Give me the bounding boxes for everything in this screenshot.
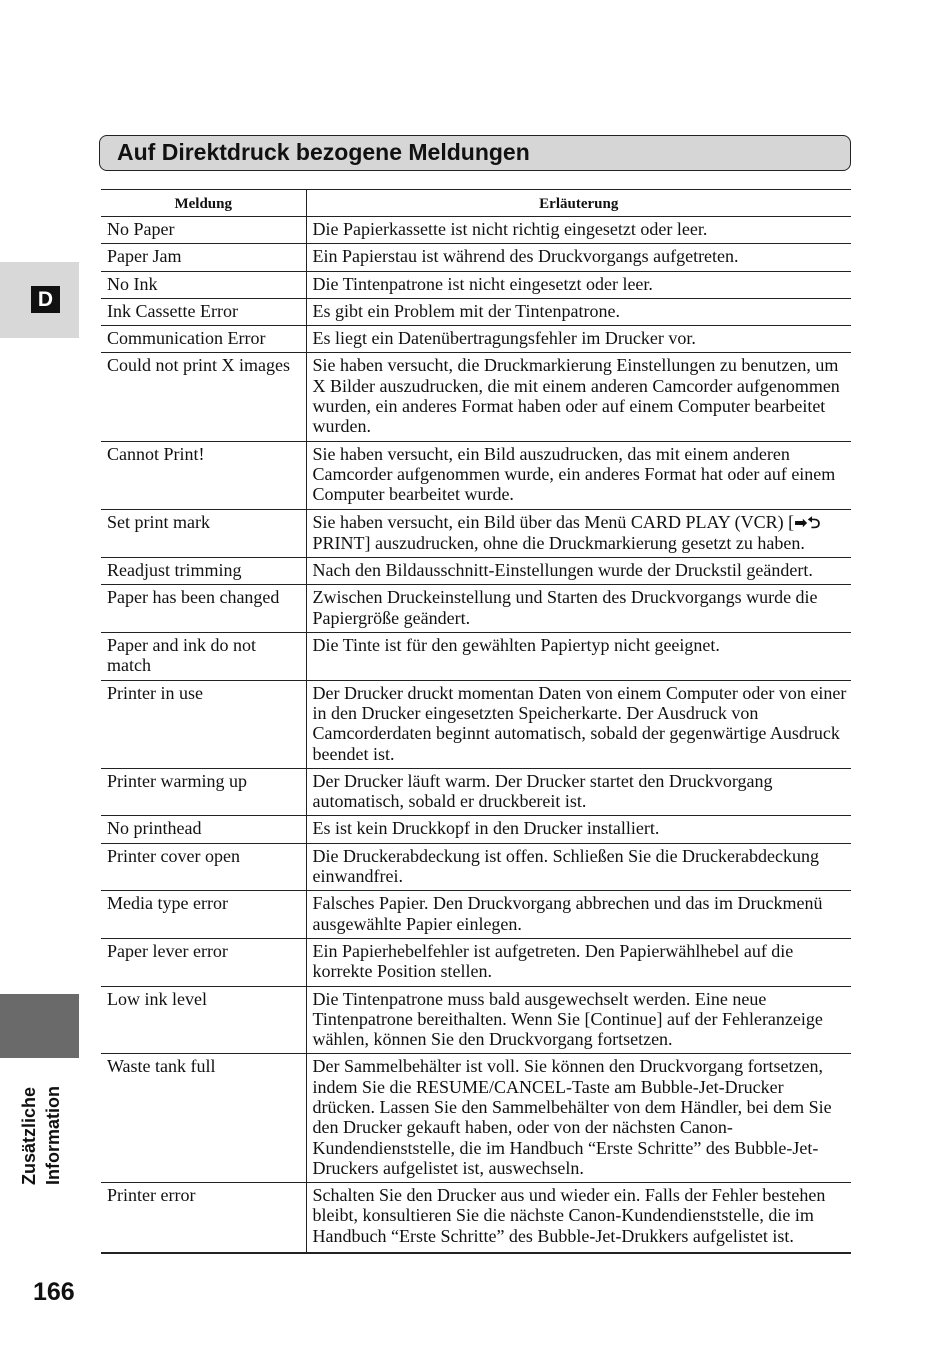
explanation-cell: Schalten Sie den Drucker aus und wieder ein. Falls der Fehler bestehen bleibt, konsultieren Sie die nächste Canon-Kundendienststelle, die im Handbuch “Erste Schritte” des Bubble-Jet-Drukkers aufgelistet ist.	[306, 1183, 851, 1253]
chapter-label-line2: Information	[43, 1086, 63, 1185]
message-cell: Could not print X images	[101, 353, 306, 441]
table-row	[101, 441, 851, 509]
explanation-cell: Die Tintenpatrone muss bald ausgewechselt werden. Eine neue Tintenpatrone bereithalten. Wenn Sie [Continue] auf der Fehleranzeige wählen, können Sie den Druckvorgang fortsetzen.	[306, 986, 851, 1054]
column-header-explanation: Erläuterung	[306, 190, 851, 217]
table-row	[101, 680, 851, 768]
message-cell: No printhead	[101, 816, 306, 843]
explanation-cell: Nach den Bildausschnitt-Einstellungen wurde der Druckstil geändert.	[306, 558, 851, 585]
language-tab-letter: D	[31, 286, 60, 313]
message-cell: Paper has been changed	[101, 585, 306, 633]
message-cell: Printer in use	[101, 680, 306, 768]
table-row	[101, 768, 851, 816]
table-row	[101, 271, 851, 298]
page-number: 166	[33, 1278, 75, 1306]
explanation-cell: Sie haben versucht, ein Bild auszudrucken, das mit einem anderen Camcorder aufgenommen wurde, ein anderes Format hat oder auf einem Computer bearbeitet wurde.	[306, 441, 851, 509]
message-cell: Ink Cassette Error	[101, 298, 306, 325]
explanation-cell: Es liegt ein Datenübertragungsfehler im Drucker vor.	[306, 326, 851, 353]
explanation-cell: Ein Papierhebelfehler ist aufgetreten. Den Papierwählhebel auf die korrekte Position stellen.	[306, 938, 851, 986]
table-row	[101, 633, 851, 681]
table-row	[101, 1054, 851, 1183]
explanation-cell: Die Papierkassette ist nicht richtig eingesetzt oder leer.	[306, 217, 851, 244]
message-cell: Printer error	[101, 1183, 306, 1253]
explanation-cell	[306, 509, 851, 558]
table-row	[101, 558, 851, 585]
table-row	[101, 938, 851, 986]
message-cell: No Paper	[101, 217, 306, 244]
explanation-cell: Es gibt ein Problem mit der Tintenpatrone.	[306, 298, 851, 325]
message-cell: Communication Error	[101, 326, 306, 353]
explanation-cell: Der Sammelbehälter ist voll. Sie können den Druckvorgang fortsetzen, indem Sie die RESUME/CANCEL-Taste am Bubble-Jet-Drucker drücken. Lassen Sie den Sammelbehälter von dem Händler, bei dem Sie den Drucker gekauft haben, oder von der nächsten Canon-Kundendienststelle, die im Handbuch “Erste Schritte” des Bubble-Jet-Druckers aufgelistet ist, auswechseln.	[306, 1054, 851, 1183]
explanation-cell: Ein Papierstau ist während des Druckvorgangs aufgetreten.	[306, 244, 851, 271]
message-cell: Printer warming up	[101, 768, 306, 816]
table-row	[101, 244, 851, 271]
message-cell: Cannot Print!	[101, 441, 306, 509]
table-row	[101, 816, 851, 843]
message-cell: Readjust trimming	[101, 558, 306, 585]
messages-table	[101, 189, 851, 1254]
explanation-cell: Falsches Papier. Den Druckvorgang abbrechen und das im Druckmenü ausgewählte Papier einlegen.	[306, 891, 851, 939]
explanation-cell: Die Tintenpatrone ist nicht eingesetzt oder leer.	[306, 271, 851, 298]
table-row	[101, 1183, 851, 1253]
message-cell: No Ink	[101, 271, 306, 298]
message-cell: Printer cover open	[101, 843, 306, 891]
print-arrow-icon: ➡⮌	[794, 512, 821, 532]
message-cell: Low ink level	[101, 986, 306, 1054]
section-heading-box	[99, 135, 851, 171]
table-row	[101, 217, 851, 244]
message-cell: Waste tank full	[101, 1054, 306, 1183]
message-cell: Set print mark	[101, 509, 306, 558]
section-heading: Auf Direktdruck bezogene Meldungen	[117, 139, 530, 165]
explanation-cell: Der Drucker druckt momentan Daten von einem Computer oder von einer in den Drucker eingesetzten Speicherkarte. Der Ausdruck von Camcorderdaten beginnt automatisch, sobald der gegenwärtige Ausdruck beendet ist.	[306, 680, 851, 768]
chapter-label-line1: Zusätzliche	[19, 1086, 39, 1185]
table-row	[101, 843, 851, 891]
column-header-message: Meldung	[101, 190, 306, 217]
table-row	[101, 509, 851, 558]
explanation-cell: Der Drucker läuft warm. Der Drucker startet den Druckvorgang automatisch, sobald er druckbereit ist.	[306, 768, 851, 816]
chapter-marker	[0, 994, 79, 1058]
explanation-cell: Sie haben versucht, die Druckmarkierung Einstellungen zu benutzen, um X Bilder auszudrucken, die mit einem anderen Camcorder aufgenommen wurden, ein anderes Format haben oder auf einem Computer bearbeitet wurden.	[306, 353, 851, 441]
message-cell: Paper Jam	[101, 244, 306, 271]
explanation-text-after: PRINT] auszudrucken, ohne die Druckmarkierung gesetzt zu haben.	[312, 532, 805, 553]
table-row	[101, 326, 851, 353]
table-row	[101, 585, 851, 633]
chapter-label	[17, 1086, 65, 1185]
table-header-row	[101, 190, 851, 217]
message-cell: Paper and ink do not match	[101, 633, 306, 681]
table-row	[101, 986, 851, 1054]
explanation-text-before: Sie haben versucht, ein Bild über das Menü CARD PLAY (VCR) [	[312, 511, 795, 532]
table-row	[101, 353, 851, 441]
explanation-cell: Es ist kein Druckkopf in den Drucker installiert.	[306, 816, 851, 843]
message-cell: Paper lever error	[101, 938, 306, 986]
explanation-cell: Die Tinte ist für den gewählten Papiertyp nicht geeignet.	[306, 633, 851, 681]
message-cell: Media type error	[101, 891, 306, 939]
explanation-cell: Die Druckerabdeckung ist offen. Schließen Sie die Druckerabdeckung einwandfrei.	[306, 843, 851, 891]
explanation-cell: Zwischen Druckeinstellung und Starten des Druckvorgangs wurde die Papiergröße geändert.	[306, 585, 851, 633]
table-row	[101, 298, 851, 325]
table-row	[101, 891, 851, 939]
